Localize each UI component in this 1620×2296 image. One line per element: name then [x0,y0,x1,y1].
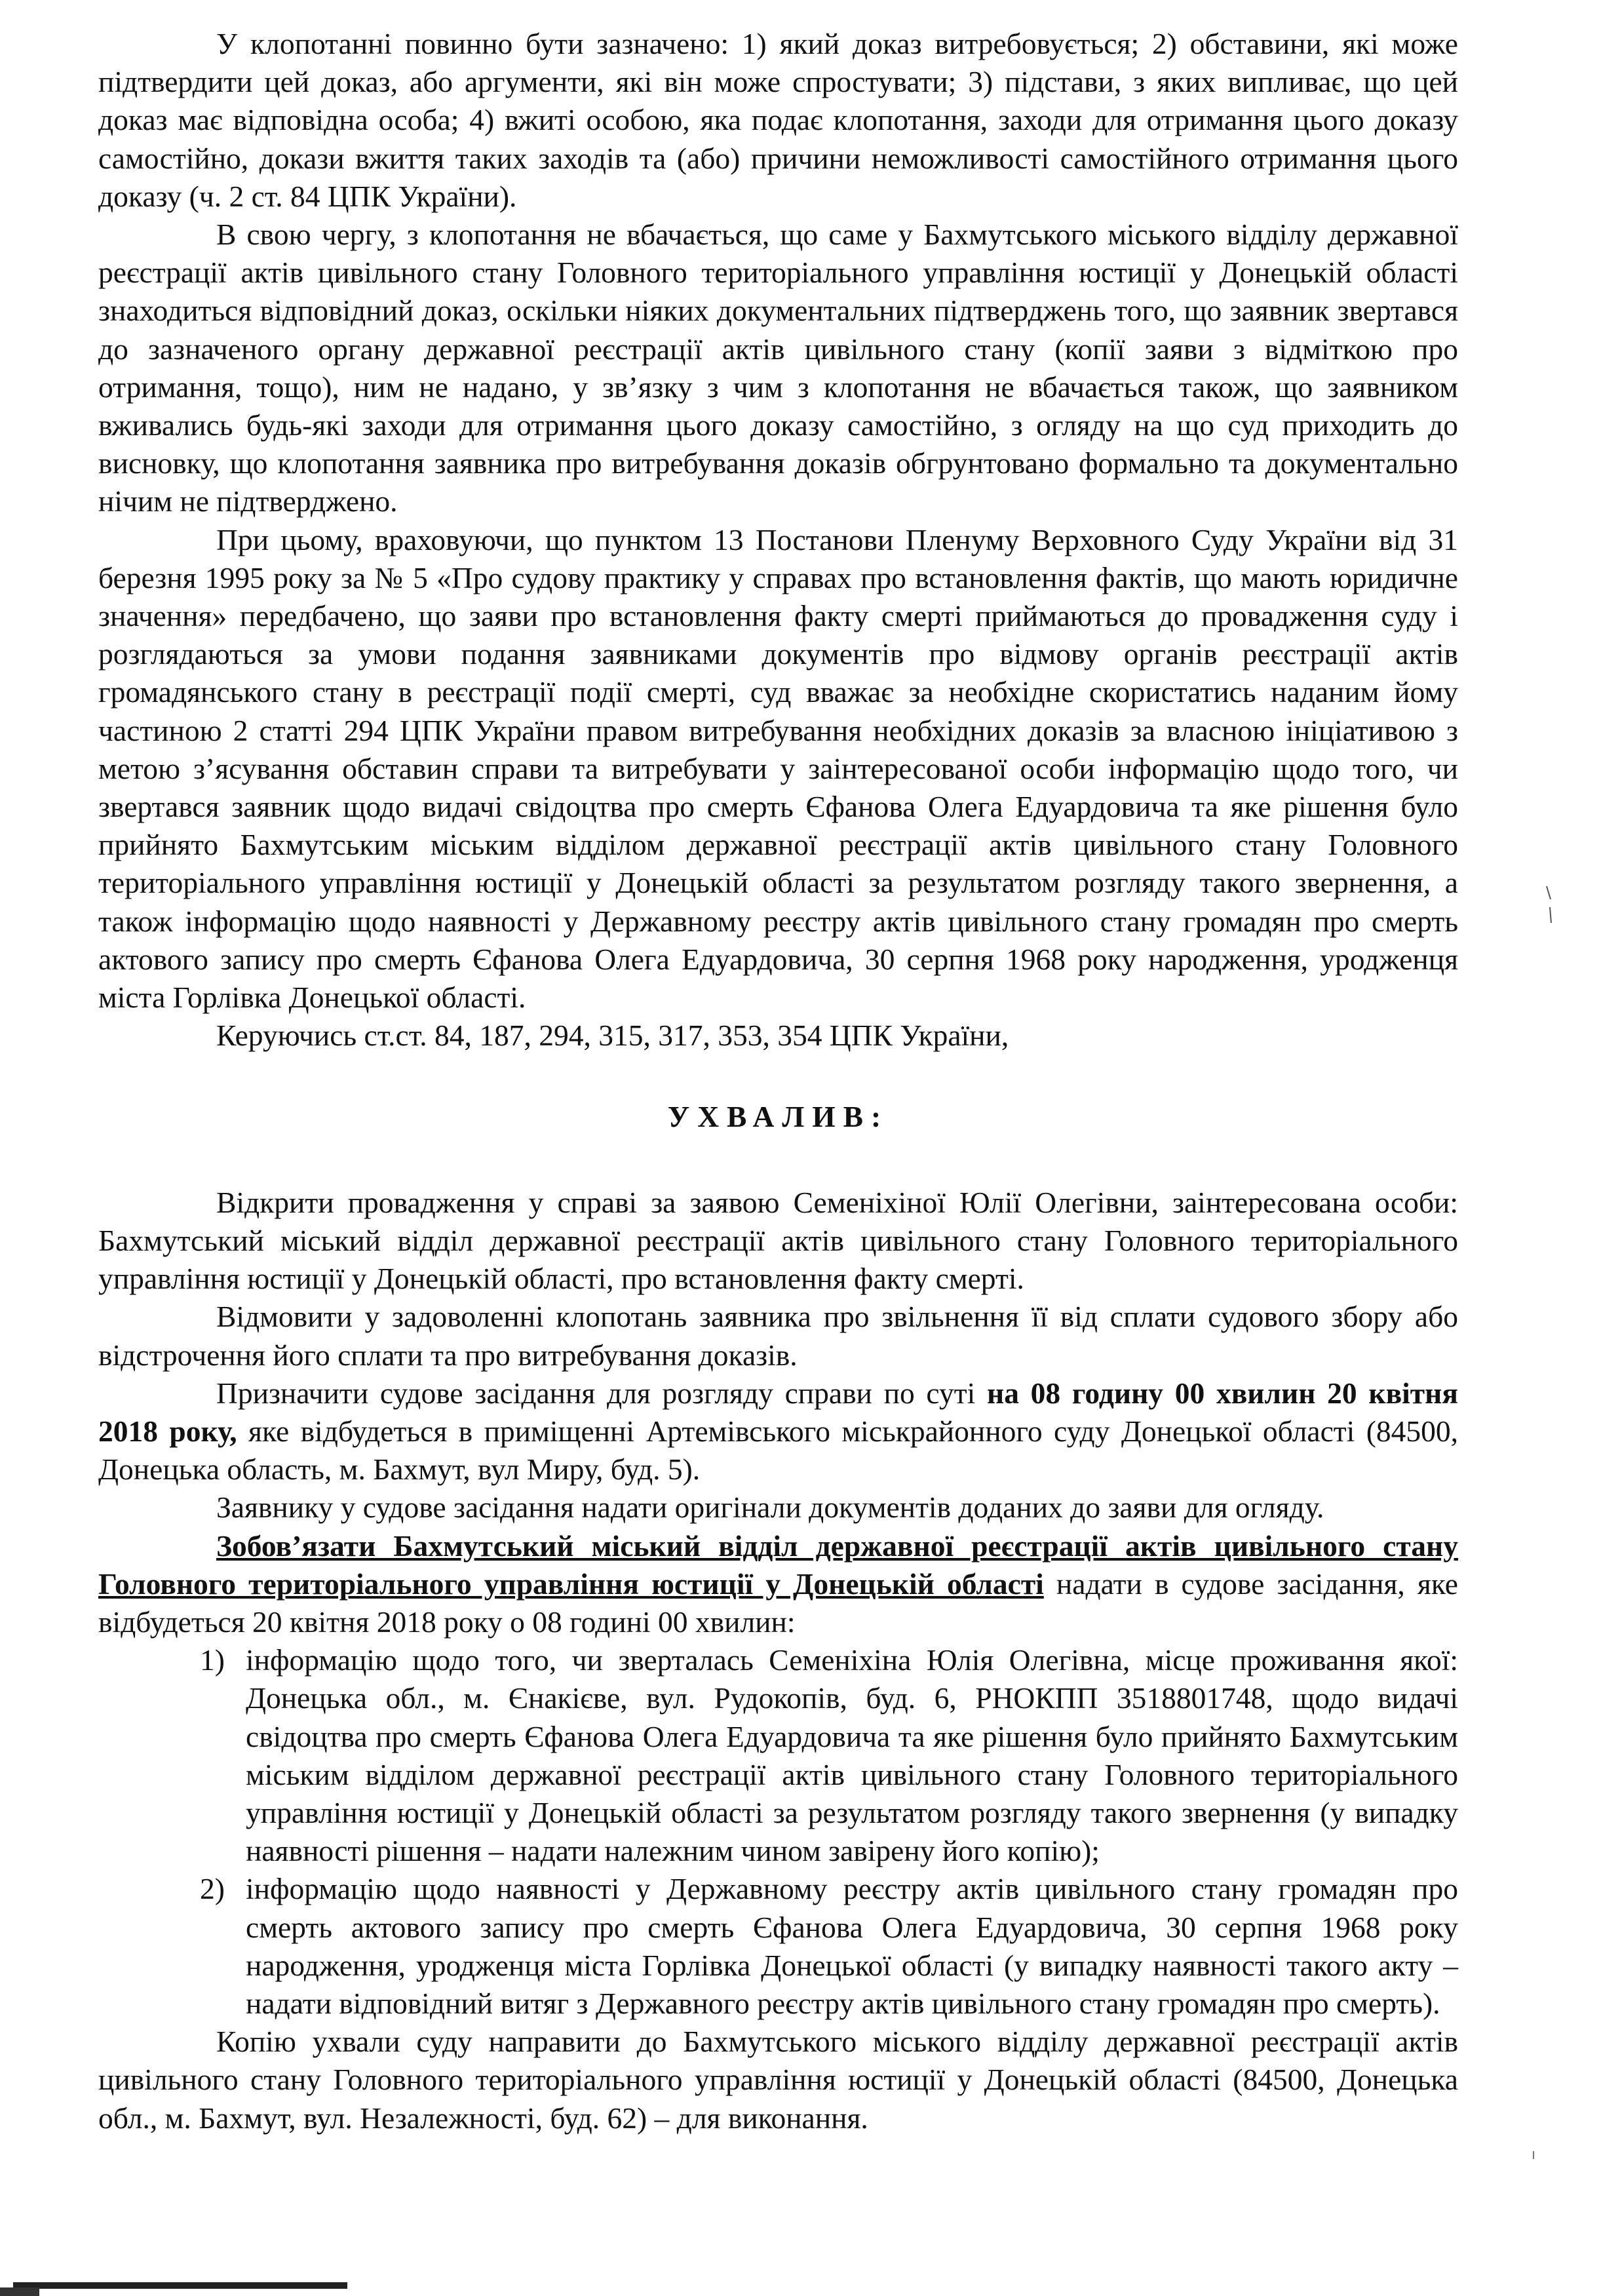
ruling-heading: УХВАЛИВ: [667,1100,889,1134]
list-item-number: 1) [200,1643,225,1677]
scan-artifact-mark [1545,885,1554,924]
paragraph-legal-basis: Керуючись ст.ст. 84, 187, 294, 315, 317, 353, 354 ЦПК України, [216,1019,1009,1053]
ruling-send-copy: Копію ухвали суду направити до Бахмутського міського відділу державної реєстрації актів цивільного стану Головного територіального управління юстиції у Донецькій області (84500, Донецька обл., м. Бахмут, вул. Незалежності, буд. 62) – для виконання. [98,2025,1458,2135]
oblige-registry-office: Зобов’язати Бахмутський міський відділ державної реєстрації актів цивільного стану Головного територіального управління юстиції у Донецькій області [98,1528,1458,1601]
paragraph-petition-requirements: У клопотанні повинно бути зазначено: 1) який доказ витребовується; 2) обставини, які може підтвердити цей доказ, або аргументи, які він може спростувати; 3) підстави, з яких випливає, що цей доказ має відповідна особа; 4) вжиті особою, яка подає клопотання, заходи для отримання цього доказу самостійно, докази вжиття таких заходів та (або) причини неможливості самостійного отримання цього доказу (ч. 2 ст. 84 ЦПК України). [98,27,1458,213]
list-item [98,1641,1458,1870]
schedule-text-end: яке відбудеться в приміщенні Артемівського міськрайонного суду Донецької області (84500, Донецька область, м. Бахмут, вул Миру, буд. 5). [98,1414,1458,1487]
list-item-text: інформацію щодо наявності у Державному реєстру актів цивільного стану громадян про смерть актового запису про смерть Єфанова Олега Едуардовича, 30 серпня 1968 року народження, уродженця міста Горлівка Донецької області (у випадку наявності такого акту – надати відповідний витяг з Державного реєстру актів цивільного стану громадян про смерть). [246,1872,1458,2020]
paragraph-plenum-reference: При цьому, враховуючи, що пунктом 13 Постанови Пленуму Верховного Суду України від 31 березня 1995 року за № 5 «Про судову практику у справах про встановлення фактів, що мають юридичне значення» передбачено, що заяви про встановлення факту смерті приймаються до провадження суду і розглядаються за умови подання заявниками документів про відмову органів реєстрації актів громадянського стану в реєстрації події смерті, суд вважає за необхідне скористатись наданим йому частиною 2 статті 294 ЦПК України правом витребування необхідних доказів за власною ініціативою з метою з’ясування обставин справи та витребувати у заінтересованої особи інформацію щодо того, чи звертався заявник щодо видачі свідоцтва про смерть Єфанова Олега Едуардовича та яке рішення було прийнято Бахмутським міським відділом державної реєстрації актів цивільного стану Головного територіального управління юстиції у Донецькій області за результатом розгляду такого звернення, а також інформацію щодо наявності у Державному реєстру актів цивільного стану громадян про смерть актового запису про смерть Єфанова Олега Едуардовича, 30 серпня 1968 року народження, уродженця міста Горлівка Донецької області. [98,522,1458,1015]
ruling-deny-motions: Відмовити у задоволенні клопотань заявника про звільнення її від сплати судового збору або відстрочення його сплати та про витребування доказів. [98,1300,1458,1372]
ruling-oblige [98,1527,1458,1642]
paragraph-court-finding: В свою чергу, з клопотання не вбачається, що саме у Бахмутського міського відділу державної реєстрації актів цивільного стану Головного територіального управління юстиції у Донецькій області знаходиться відповідний доказ, оскільки ніяких документальних підтверджень того, що заявник звертався до зазначеного органу державної реєстрації актів цивільного стану (копії заяви з відміткою про отримання, тощо), ним не надано, у зв’язку з чим з клопотання не вбачається також, що заявником вживались будь-які заходи для отримання цього доказу самостійно, з огляду на що суд приходить до висновку, що клопотання заявника про витребування доказів обгрунтовано формально та документально нічим не підтверджено. [98,218,1458,518]
ruling-schedule-hearing [98,1374,1458,1489]
list-item [98,1870,1458,2023]
schedule-text-start: Призначити судове засідання для розгляду справи по суті [216,1376,987,1410]
list-item-text: інформацію щодо того, чи зверталась Семеніхіна Юлія Олегівна, місце проживання якої: Донецька обл., м. Єнакієве, вул. Рудокопів, буд. 6, РНОКПП 3518801748, щодо видачі свідоцтва про смерть Єфанова Олега Едуардовича та яке рішення було прийнято Бахмутським міським відділом державної реєстрації актів цивільного стану Головного територіального управління юстиції у Донецькій області за результатом розгляду такого звернення (у випадку наявності рішення – надати належним чином завірену його копію); [246,1643,1458,1868]
list-item-number: 2) [200,1872,225,1906]
hearing-date-time: на 08 годину 00 хвилин 20 квітня 2018 року, [98,1376,1458,1448]
required-info-list [98,1641,1458,2023]
ruling-originals: Заявнику у судове засідання надати оригінали документів доданих до заяви для огляду. [216,1490,1324,1525]
scan-edge-bar [13,2282,347,2289]
document-page [98,25,1458,2137]
scan-edge-corner [0,2287,39,2296]
scan-artifact-dot [1530,2150,1537,2160]
oblige-text-end: надати в судове засідання, яке відбудеться 20 квітня 2018 року о 08 годині 00 хвилин: [98,1566,1458,1639]
ruling-open-proceedings: Відкрити провадження у справі за заявою Семеніхіної Юлії Олегівни, заінтересована особи: Бахмутський міський відділ державної реєстрації актів цивільного стану Головного територіального управління юстиції у Донецькій області, про встановлення факту смерті. [98,1185,1458,1296]
